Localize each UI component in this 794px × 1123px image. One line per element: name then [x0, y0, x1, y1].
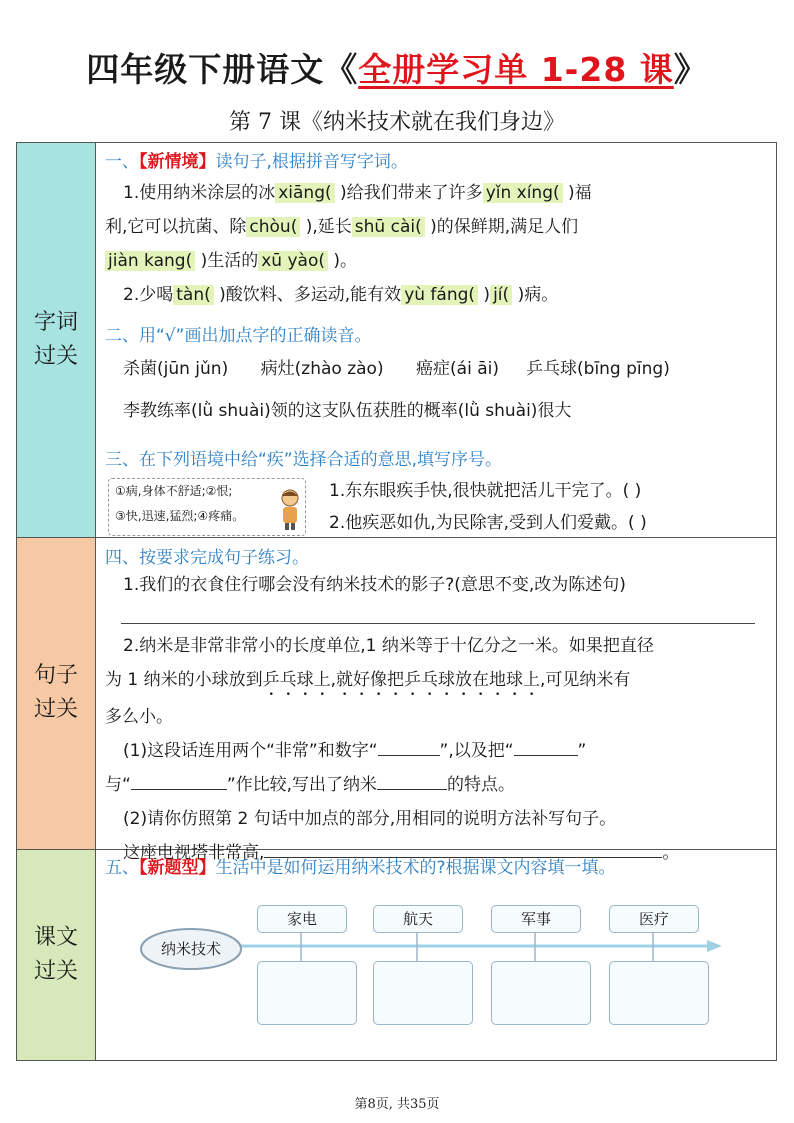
part4-sub1: (1)这段话连用两个“非常”和数字“ ”,以及把“ ”	[123, 741, 587, 761]
worksheet-table	[16, 142, 777, 1061]
part4-heading: 四、按要求完成句子练习。	[105, 548, 309, 568]
lesson-subtitle: 第 7 课《纳米技术就在我们身边》	[229, 110, 565, 135]
center-node-label: 纳米技术	[160, 940, 221, 958]
part3-s1: 1.东东眼疾手快,很快就把活儿干完了。( )	[329, 481, 642, 501]
flow-box-label-3: 军事	[491, 905, 581, 933]
part2-words: 杀菌(jūn jǔn) 病灶(zhào zào) 癌症(ái āi) 乒乓球(bīng pīng)	[123, 359, 670, 379]
section-label-ju: 句子 过关	[17, 537, 96, 849]
flow-answer-box-2[interactable]	[373, 961, 473, 1025]
part1-q2: 2.少喝 tàn( )酸饮料、多运动,能有效 yù fáng( ) jí( )病。	[123, 285, 559, 305]
part3-s2: 2.他疾恶如仇,为民除害,受到人们爱戴。( )	[329, 513, 647, 533]
part5-heading: 五、【新题型】生活中是如何运用纳米技术的?根据课文内容填一填。	[105, 858, 616, 878]
flow-answer-box-1[interactable]	[257, 961, 357, 1025]
title-highlight: 全册学习单 1-28 课	[358, 50, 674, 89]
part3-heading: 三、在下列语境中给“疾”选择合适的意思,填写序号。	[105, 450, 503, 470]
part1-q1-line2: 利,它可以抗菌、除 chòu( ),延长 shū cài( )的保鲜期,满足人们	[105, 217, 579, 237]
page-footer: 第8页, 共35页	[354, 1097, 440, 1112]
flow-box-label-1: 家电	[257, 905, 347, 933]
flow-box-label-2: 航天	[373, 905, 463, 933]
meaning-options-box: ①病,身体不舒适;②恨; ③快,迅速,猛烈;④疼痛。	[108, 478, 306, 536]
section-label-ci: 字词 过关	[17, 143, 96, 537]
part1-q1-line1: 1.使用纳米涂层的冰 xiāng( )给我们带来了许多 yǐn xíng( )福	[123, 183, 592, 203]
part4-passage: 2.纳米是非常非常小的长度单位,1 纳米等于十亿分之一米。如果把直径 为 1 纳米的小球放到乒乓球上,就好像把乒乓球放在地球上,可见纳米有 多么小。 (1)这段话连用两个“非常”和数字“ ”,以及把“ ” 与“ ”作比较,写出了纳米 的特点。 (2)请你仿照第 2 句话中加点的部分,用相同的说明方法补写句子。 这座电视塔非常高, 。	[105, 629, 766, 870]
section-label-kw: 课文 过关	[17, 849, 96, 1060]
part2-heading: 二、用“√”画出加点字的正确读音。	[105, 326, 372, 346]
part2-sentence: 李教练率(lǜ shuài)领的这支队伍获胜的概率(lǜ shuài)很大	[123, 401, 572, 421]
part4-sub2: (2)请你仿照第 2 句话中加点的部分,用相同的说明方法补写句子。	[123, 809, 617, 829]
part1-q1-line3: jiàn kang( )生活的 xū yào( )。	[105, 246, 766, 276]
flow-box-label-4: 医疗	[609, 905, 699, 933]
part4-q1: 1.我们的衣食住行哪会没有纳米技术的影子?(意思不变,改为陈述句)	[123, 575, 626, 595]
page-title: 四年级下册语文《全册学习单 1-28 课》	[86, 50, 708, 89]
flow-answer-box-3[interactable]	[491, 961, 591, 1025]
part1-heading: 一、【新情境】读句子,根据拼音写字词。	[105, 152, 408, 172]
flow-answer-box-4[interactable]	[609, 961, 709, 1025]
